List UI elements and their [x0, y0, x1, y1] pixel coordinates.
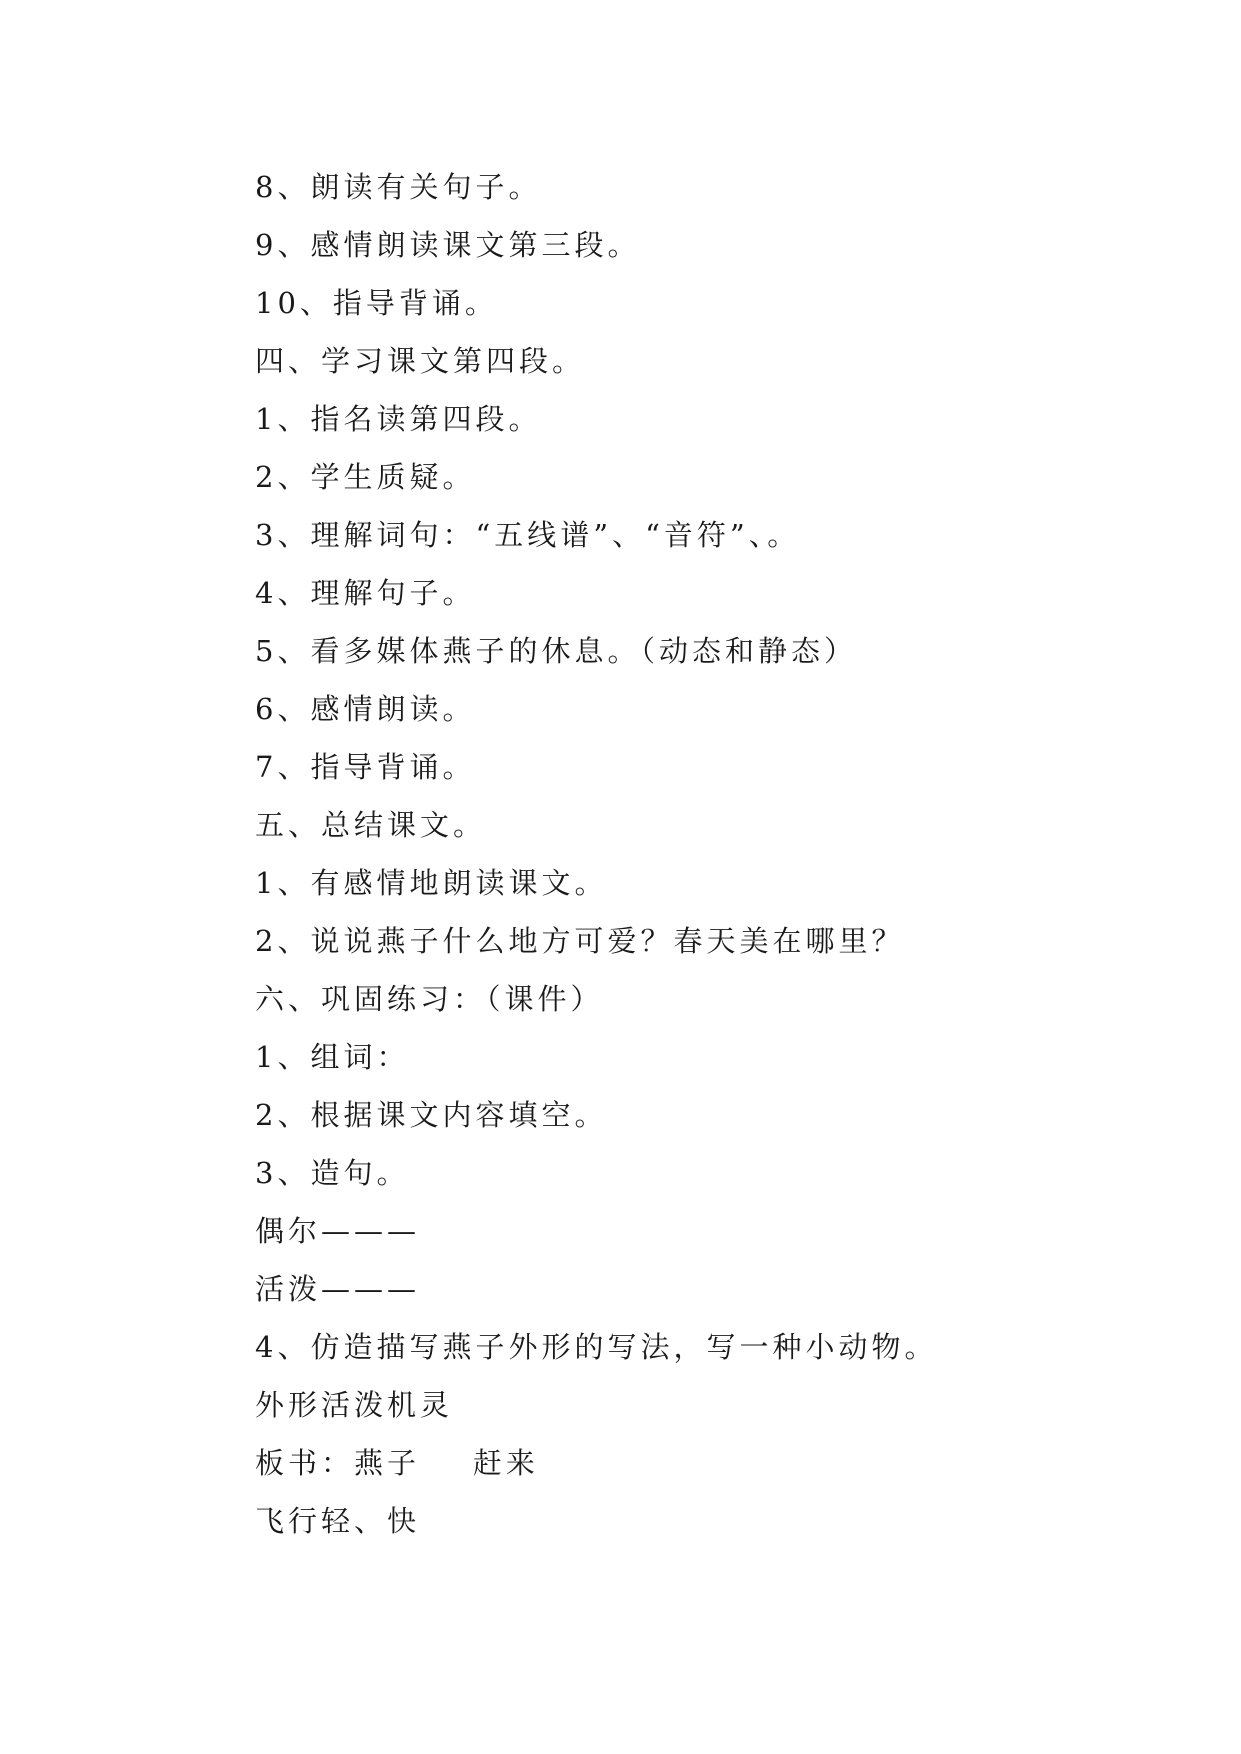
text-line: 1、组词： — [255, 1040, 410, 1074]
text-line: 6、感情朗读。 — [255, 692, 476, 726]
section-heading: 六、巩固练习：（课件） — [255, 982, 604, 1016]
text-line: 4、理解句子。 — [255, 576, 476, 610]
section-heading: 四、学习课文第四段。 — [255, 344, 586, 378]
text-line: 9、感情朗读课文第三段。 — [255, 228, 641, 262]
text-line: 1、有感情地朗读课文。 — [255, 866, 608, 900]
text-line: 偶尔——— — [255, 1214, 421, 1248]
text-line: 2、学生质疑。 — [255, 460, 476, 494]
section-heading: 五、总结课文。 — [255, 808, 487, 842]
text-line: 3、造句。 — [255, 1156, 410, 1190]
text-line: 10、指导背诵。 — [255, 286, 498, 320]
text-line: 2、说说燕子什么地方可爱？春天美在哪里？ — [255, 924, 905, 958]
text-line: 5、看多媒体燕子的休息。（动态和静态） — [255, 634, 857, 668]
text-line: 外形活泼机灵 — [255, 1388, 454, 1422]
text-line: 7、指导背诵。 — [255, 750, 476, 784]
text-line: 活泼——— — [255, 1272, 421, 1306]
text-line: 4、仿造描写燕子外形的写法，写一种小动物。 — [255, 1330, 938, 1364]
blackboard-line: 板书：燕子 赶来 — [255, 1446, 539, 1480]
text-line: 3、理解词句：“五线谱”、“音符”、。 — [255, 518, 801, 552]
text-line: 2、根据课文内容填空。 — [255, 1098, 608, 1132]
document-body — [255, 158, 1155, 1550]
text-line: 1、指名读第四段。 — [255, 402, 542, 436]
text-line: 8、朗读有关句子。 — [255, 170, 542, 204]
blackboard-line: 飞行轻、快 — [255, 1504, 421, 1538]
